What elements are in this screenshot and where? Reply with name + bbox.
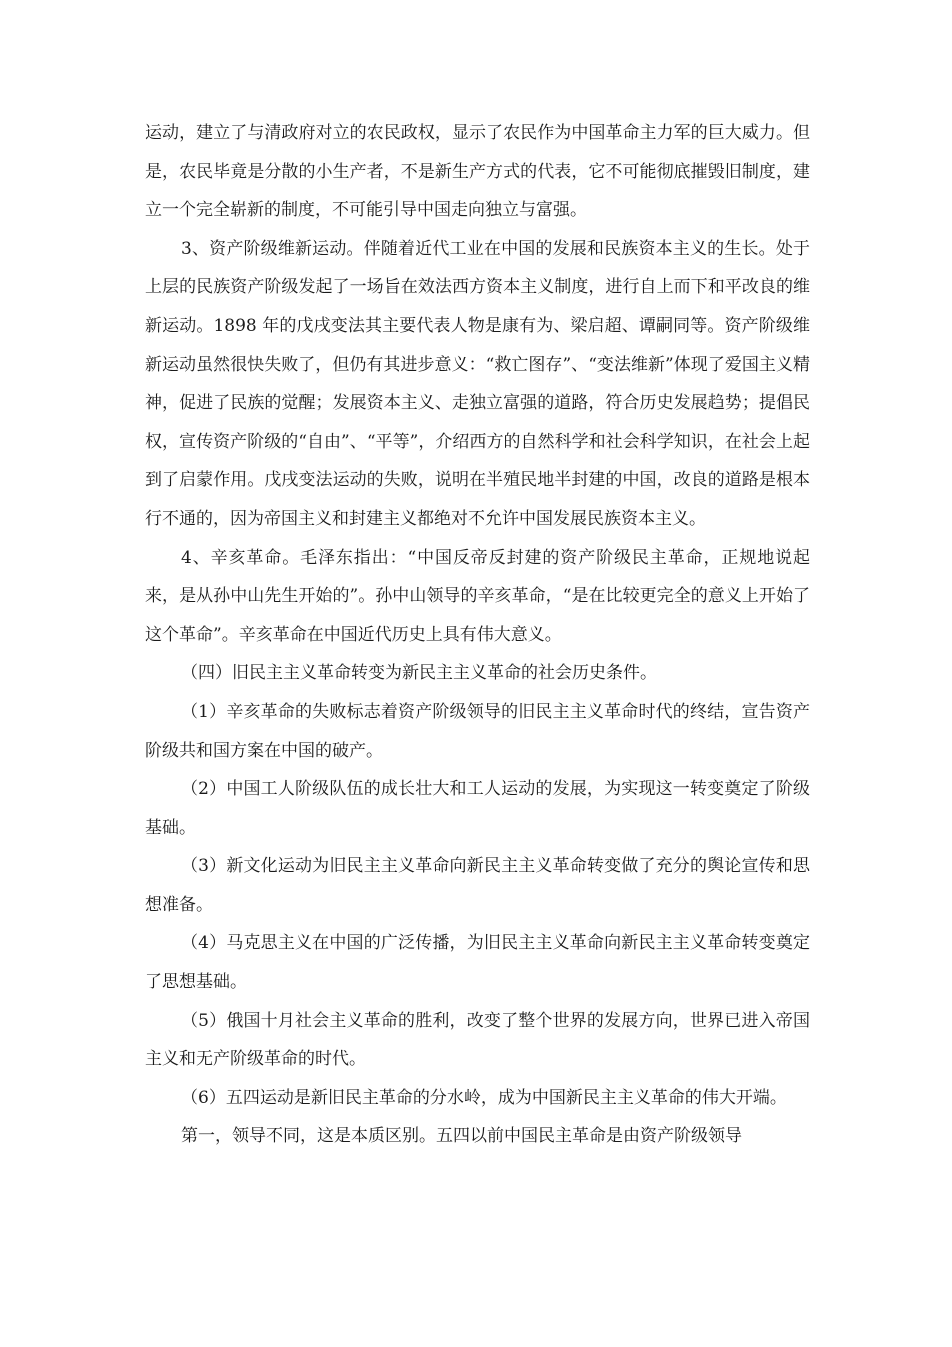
paragraph-xinhai-revolution: 4、辛亥革命。毛泽东指出：“中国反帝反封建的资产阶级民主革命，正规地说起来，是从孙中山先生开始的”。孙中山领导的辛亥革命，“是在比较更完全的意义上开始了这个革命”。辛亥革命在中国近代历史上具有伟大意义。 [145,547,810,645]
list-item-4: （4）马克思主义在中国的广泛传播，为旧民主主义革命向新民主主义革命转变奠定了思想基础。 [145,933,810,993]
list-item-3: （3）新文化运动为旧民主主义革命向新民主主义革命转变做了充分的舆论宣传和思想准备。 [145,856,810,915]
paragraph-first-difference: 第一，领导不同，这是本质区别。五四以前中国民主革命是由资产阶级领导 [181,1126,742,1147]
paragraph-peasant-movement: 运动，建立了与清政府对立的农民政权，显示了农民作为中国革命主力军的巨大威力。但是，农民毕竟是分散的小生产者，不是新生产方式的代表，它不可能彻底摧毁旧制度，建立一个完全崭新的制度，不可能引导中国走向独立与富强。 [145,123,810,221]
list-item-1: （1）辛亥革命的失败标志着资产阶级领导的旧民主主义革命时代的终结，宣告资产阶级共和国方案在中国的破产。 [145,701,810,761]
document-page [145,114,810,1156]
paragraph-reform-movement: 3、资产阶级维新运动。伴随着近代工业在中国的发展和民族资本主义的生长。处于上层的民族资产阶级发起了一场旨在效法西方资本主义制度，进行自上而下和平改良的维新运动。1898 年的戊戌变法其主要代表人物是康有为、梁启超、谭嗣同等。资产阶级维新运动虽然很快失败了，但仍有其进步意义：“救亡图存”、“变法维新”体现了爱国主义精神，促进了民族的觉醒；发展资本主义、走独立富强的道路，符合历史发展趋势；提倡民权，宣传资产阶级的“自由”、“平等”，介绍西方的自然科学和社会科学知识，在社会上起到了启蒙作用。戊戌变法运动的失败，说明在半殖民地半封建的中国，改良的道路是根本行不通的，因为帝国主义和封建主义都绝对不允许中国发展民族资本主义。 [145,238,810,529]
list-item-6: （6）五四运动是新旧民主革命的分水岭，成为中国新民主主义革命的伟大开端。 [181,1087,787,1108]
section-heading-conditions: （四）旧民主主义革命转变为新民主主义革命的社会历史条件。 [181,663,657,684]
list-item-2: （2）中国工人阶级队伍的成长壮大和工人运动的发展，为实现这一转变奠定了阶级基础。 [145,779,810,838]
list-item-5: （5）俄国十月社会主义革命的胜利，改变了整个世界的发展方向，世界已进入帝国主义和无产阶级革命的时代。 [145,1010,810,1070]
